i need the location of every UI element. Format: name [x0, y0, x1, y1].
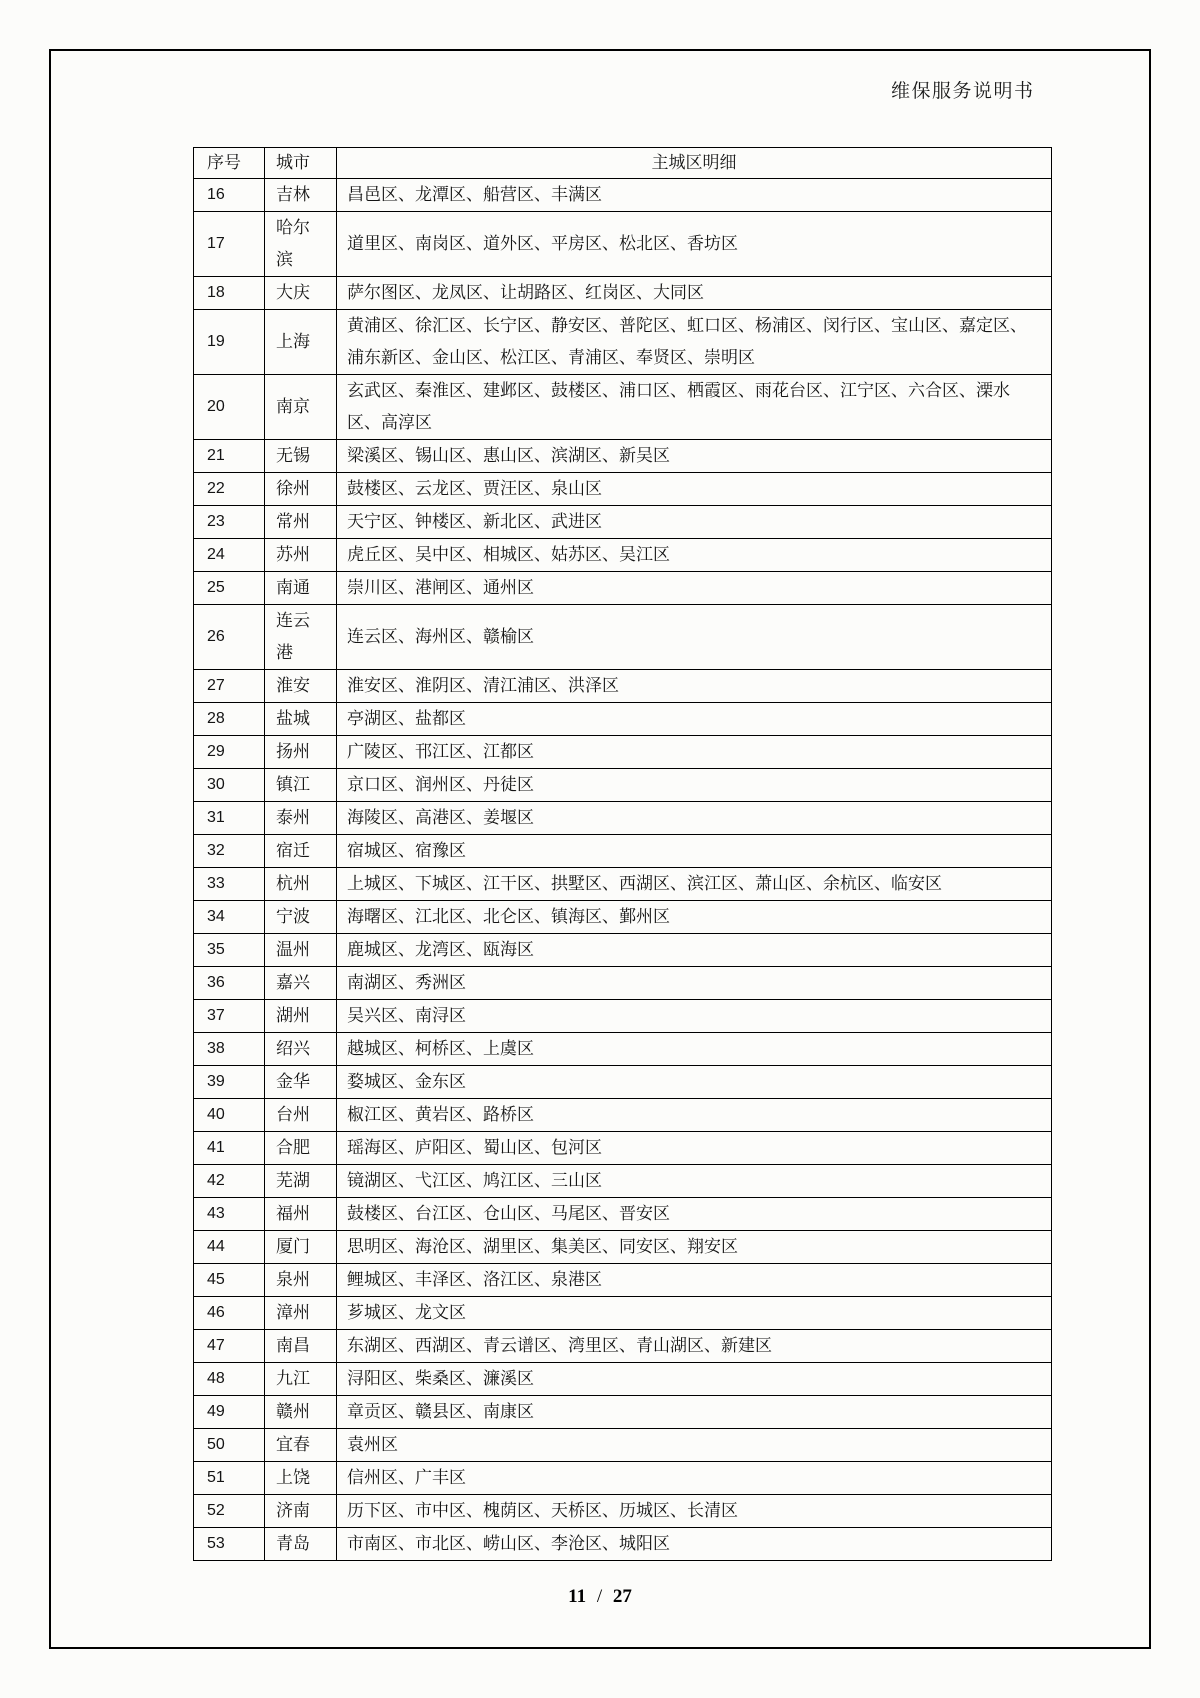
cell-city: 湖州	[265, 1000, 337, 1033]
cell-districts: 鼓楼区、云龙区、贾汪区、泉山区	[337, 473, 1052, 506]
cell-districts: 浔阳区、柴桑区、濂溪区	[337, 1363, 1052, 1396]
cell-city: 南京	[265, 375, 337, 440]
cell-city: 宿迁	[265, 835, 337, 868]
cell-districts: 历下区、市中区、槐荫区、天桥区、历城区、长清区	[337, 1495, 1052, 1528]
cell-city: 连云港	[265, 605, 337, 670]
table-row	[194, 802, 1052, 835]
table-row	[194, 1066, 1052, 1099]
cell-number: 53	[194, 1528, 265, 1561]
cell-districts: 虎丘区、吴中区、相城区、姑苏区、吴江区	[337, 539, 1052, 572]
cell-number: 36	[194, 967, 265, 1000]
cell-number: 27	[194, 670, 265, 703]
cell-number: 51	[194, 1462, 265, 1495]
table-row	[194, 277, 1052, 310]
cell-city: 上饶	[265, 1462, 337, 1495]
cell-number: 47	[194, 1330, 265, 1363]
cell-districts: 梁溪区、锡山区、惠山区、滨湖区、新吴区	[337, 440, 1052, 473]
cell-districts: 东湖区、西湖区、青云谱区、湾里区、青山湖区、新建区	[337, 1330, 1052, 1363]
table-row	[194, 1396, 1052, 1429]
cell-city: 苏州	[265, 539, 337, 572]
cell-number: 19	[194, 310, 265, 375]
cell-city: 淮安	[265, 670, 337, 703]
cell-districts: 宿城区、宿豫区	[337, 835, 1052, 868]
cell-districts: 镜湖区、弋江区、鸠江区、三山区	[337, 1165, 1052, 1198]
cell-number: 26	[194, 605, 265, 670]
table-row	[194, 440, 1052, 473]
cell-city: 盐城	[265, 703, 337, 736]
cell-districts: 市南区、市北区、崂山区、李沧区、城阳区	[337, 1528, 1052, 1561]
cell-city: 厦门	[265, 1231, 337, 1264]
cell-city: 徐州	[265, 473, 337, 506]
cell-districts: 海曙区、江北区、北仑区、镇海区、鄞州区	[337, 901, 1052, 934]
cell-city: 九江	[265, 1363, 337, 1396]
cell-districts: 婺城区、金东区	[337, 1066, 1052, 1099]
cell-city: 青岛	[265, 1528, 337, 1561]
cell-city: 泉州	[265, 1264, 337, 1297]
cell-city: 扬州	[265, 736, 337, 769]
cell-city: 泰州	[265, 802, 337, 835]
cell-districts: 信州区、广丰区	[337, 1462, 1052, 1495]
page-number-separator: /	[596, 1586, 603, 1607]
cell-number: 18	[194, 277, 265, 310]
cell-districts: 越城区、柯桥区、上虞区	[337, 1033, 1052, 1066]
cell-districts: 鲤城区、丰泽区、洛江区、泉港区	[337, 1264, 1052, 1297]
cell-city: 上海	[265, 310, 337, 375]
table-row	[194, 967, 1052, 1000]
table-row	[194, 901, 1052, 934]
cell-city: 无锡	[265, 440, 337, 473]
cell-number: 33	[194, 868, 265, 901]
table-row	[194, 1000, 1052, 1033]
cell-number: 30	[194, 769, 265, 802]
table-row	[194, 769, 1052, 802]
cell-city: 赣州	[265, 1396, 337, 1429]
cell-number: 48	[194, 1363, 265, 1396]
cell-city: 吉林	[265, 179, 337, 212]
cell-number: 31	[194, 802, 265, 835]
cell-number: 32	[194, 835, 265, 868]
districts-table	[193, 147, 1052, 1561]
cell-number: 52	[194, 1495, 265, 1528]
cell-districts: 淮安区、淮阴区、清江浦区、洪泽区	[337, 670, 1052, 703]
table-row	[194, 375, 1052, 440]
cell-city: 温州	[265, 934, 337, 967]
table-row	[194, 835, 1052, 868]
table-row	[194, 1429, 1052, 1462]
cell-districts: 鼓楼区、台江区、仓山区、马尾区、晋安区	[337, 1198, 1052, 1231]
table-row	[194, 572, 1052, 605]
table-row	[194, 539, 1052, 572]
table-row	[194, 868, 1052, 901]
table-row	[194, 1099, 1052, 1132]
cell-number: 42	[194, 1165, 265, 1198]
cell-city: 宁波	[265, 901, 337, 934]
column-header-districts: 主城区明细	[337, 148, 1052, 179]
cell-city: 济南	[265, 1495, 337, 1528]
table-row	[194, 1231, 1052, 1264]
table-row	[194, 934, 1052, 967]
cell-city: 大庆	[265, 277, 337, 310]
cell-number: 37	[194, 1000, 265, 1033]
table-row	[194, 670, 1052, 703]
cell-number: 28	[194, 703, 265, 736]
cell-districts: 章贡区、赣县区、南康区	[337, 1396, 1052, 1429]
cell-districts: 天宁区、钟楼区、新北区、武进区	[337, 506, 1052, 539]
cell-number: 46	[194, 1297, 265, 1330]
table-row	[194, 736, 1052, 769]
cell-number: 49	[194, 1396, 265, 1429]
table-row	[194, 1297, 1052, 1330]
column-header-city: 城市	[265, 148, 337, 179]
table-row	[194, 1165, 1052, 1198]
cell-city: 宜春	[265, 1429, 337, 1462]
cell-number: 44	[194, 1231, 265, 1264]
table-row	[194, 605, 1052, 670]
table-row	[194, 1528, 1052, 1561]
cell-districts: 连云区、海州区、赣榆区	[337, 605, 1052, 670]
cell-number: 35	[194, 934, 265, 967]
table-row	[194, 310, 1052, 375]
cell-number: 40	[194, 1099, 265, 1132]
cell-city: 合肥	[265, 1132, 337, 1165]
table-header-row	[194, 148, 1052, 179]
table-row	[194, 212, 1052, 277]
page-number	[0, 1586, 1200, 1608]
table-row	[194, 1462, 1052, 1495]
cell-number: 23	[194, 506, 265, 539]
cell-city: 常州	[265, 506, 337, 539]
cell-city: 南昌	[265, 1330, 337, 1363]
table-row	[194, 1330, 1052, 1363]
cell-number: 41	[194, 1132, 265, 1165]
table-row	[194, 1198, 1052, 1231]
table-row	[194, 179, 1052, 212]
cell-districts: 芗城区、龙文区	[337, 1297, 1052, 1330]
cell-city: 嘉兴	[265, 967, 337, 1000]
document-header-title: 维保服务说明书	[891, 81, 1035, 102]
cell-number: 45	[194, 1264, 265, 1297]
cell-city: 哈尔滨	[265, 212, 337, 277]
cell-number: 38	[194, 1033, 265, 1066]
cell-districts: 京口区、润州区、丹徒区	[337, 769, 1052, 802]
cell-city: 绍兴	[265, 1033, 337, 1066]
cell-districts: 道里区、南岗区、道外区、平房区、松北区、香坊区	[337, 212, 1052, 277]
table-row	[194, 703, 1052, 736]
table-row	[194, 1264, 1052, 1297]
cell-number: 39	[194, 1066, 265, 1099]
cell-city: 杭州	[265, 868, 337, 901]
cell-districts: 广陵区、邗江区、江都区	[337, 736, 1052, 769]
cell-number: 20	[194, 375, 265, 440]
cell-number: 50	[194, 1429, 265, 1462]
cell-districts: 鹿城区、龙湾区、瓯海区	[337, 934, 1052, 967]
cell-city: 金华	[265, 1066, 337, 1099]
cell-number: 24	[194, 539, 265, 572]
cell-districts: 崇川区、港闸区、通州区	[337, 572, 1052, 605]
cell-number: 29	[194, 736, 265, 769]
cell-number: 43	[194, 1198, 265, 1231]
cell-districts: 瑶海区、庐阳区、蜀山区、包河区	[337, 1132, 1052, 1165]
cell-districts: 袁州区	[337, 1429, 1052, 1462]
table-row	[194, 506, 1052, 539]
cell-districts: 上城区、下城区、江干区、拱墅区、西湖区、滨江区、萧山区、余杭区、临安区	[337, 868, 1052, 901]
cell-number: 16	[194, 179, 265, 212]
table-row	[194, 1033, 1052, 1066]
page-number-total: 27	[612, 1586, 632, 1607]
cell-number: 21	[194, 440, 265, 473]
cell-number: 25	[194, 572, 265, 605]
cell-districts: 椒江区、黄岩区、路桥区	[337, 1099, 1052, 1132]
cell-districts: 黄浦区、徐汇区、长宁区、静安区、普陀区、虹口区、杨浦区、闵行区、宝山区、嘉定区、浦东新区、金山区、松江区、青浦区、奉贤区、崇明区	[337, 310, 1052, 375]
cell-city: 台州	[265, 1099, 337, 1132]
cell-number: 17	[194, 212, 265, 277]
cell-districts: 萨尔图区、龙凤区、让胡路区、红岗区、大同区	[337, 277, 1052, 310]
cell-districts: 玄武区、秦淮区、建邺区、鼓楼区、浦口区、栖霞区、雨花台区、江宁区、六合区、溧水区、高淳区	[337, 375, 1052, 440]
table-row	[194, 1132, 1052, 1165]
cell-districts: 亭湖区、盐都区	[337, 703, 1052, 736]
cell-districts: 吴兴区、南浔区	[337, 1000, 1052, 1033]
cell-number: 22	[194, 473, 265, 506]
cell-city: 漳州	[265, 1297, 337, 1330]
table-row	[194, 473, 1052, 506]
cell-city: 南通	[265, 572, 337, 605]
cell-number: 34	[194, 901, 265, 934]
cell-city: 福州	[265, 1198, 337, 1231]
cell-districts: 南湖区、秀洲区	[337, 967, 1052, 1000]
column-header-number: 序号	[194, 148, 265, 179]
cell-districts: 海陵区、高港区、姜堰区	[337, 802, 1052, 835]
table-row	[194, 1363, 1052, 1396]
cell-city: 镇江	[265, 769, 337, 802]
cell-districts: 思明区、海沧区、湖里区、集美区、同安区、翔安区	[337, 1231, 1052, 1264]
page-number-current: 11	[568, 1586, 587, 1607]
cell-districts: 昌邑区、龙潭区、船营区、丰满区	[337, 179, 1052, 212]
table-row	[194, 1495, 1052, 1528]
cell-city: 芜湖	[265, 1165, 337, 1198]
